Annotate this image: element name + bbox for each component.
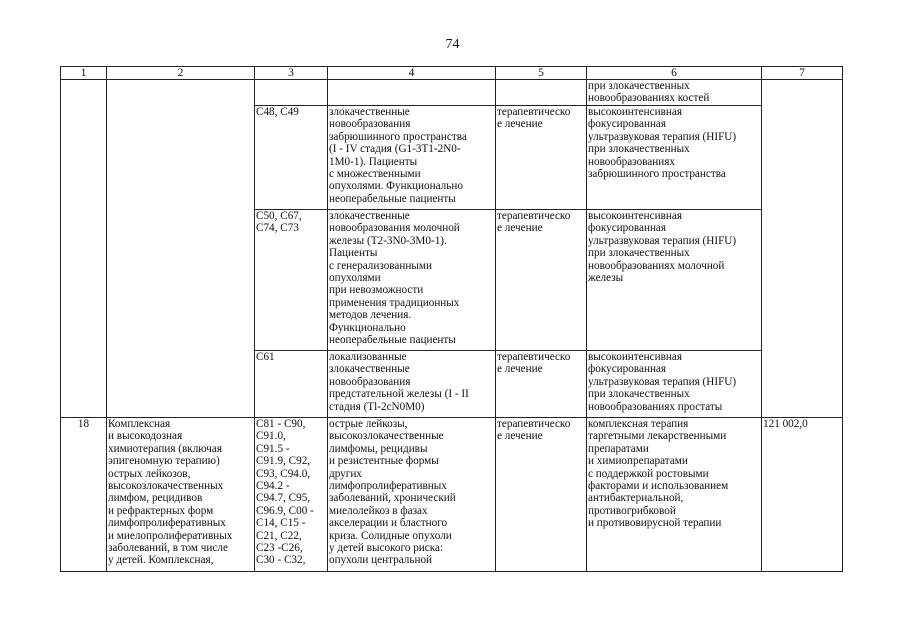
cell-method: высокоинтенсивная фокусированная ультразвуковая терапия (HIFU) при злокачественных новообразованиях забрюшинного пространства (587, 106, 762, 210)
cell-codes: C48, C49 (255, 106, 328, 210)
cell-codes: C50, C67, C74, C73 (255, 210, 328, 351)
cell-treatment: терапевтическо е лечение (496, 210, 587, 351)
header-col-3: 3 (255, 67, 328, 80)
cell-cost: 121 002,0 (762, 418, 843, 572)
header-col-7: 7 (762, 67, 843, 80)
header-col-1: 1 (61, 67, 107, 80)
cell-num (61, 80, 107, 418)
header-col-6: 6 (587, 67, 762, 80)
header-row (61, 67, 843, 80)
cell-model: острые лейкозы, высокозлокачественные лимфомы, рецидивы и резистентные формы других лимфопролиферативных заболеваний, хронический миелолейкоз в фазах акселерации и бластного криза. Солидные опухоли у детей высокого риска: опухоли центральной (328, 418, 496, 572)
cell-method: высокоинтенсивная фокусированная ультразвуковая терапия (HIFU) при злокачественных новообразованиях простаты (587, 351, 762, 418)
cell-model: злокачественные новообразования забрюшинного пространства (I - IV стадия (G1-3T1-2N0- 1M0-1). Пациенты с множественными опухолями. Функционально неоперабельные пациенты (328, 106, 496, 210)
cell-model: злокачественные новообразования молочной железы (T2-3N0-3M0-1). Пациенты с генерализованными опухолями при невозможности применения традиционных методов лечения. Функционально неоперабельные пациенты (328, 210, 496, 351)
cell-treatment: терапевтическо е лечение (496, 351, 587, 418)
cell-codes: C81 - C90, C91.0, C91.5 - C91.9, C92, C93, C94.0, C94.2 - C94.7, C95, C96.9, C00 - C14, C15 - C21, C22, C23 -C26, C30 - C32, (255, 418, 328, 572)
table-row (61, 80, 843, 106)
cell-treatment (496, 80, 587, 106)
cell-model: локализованные злокачественные новообразования предстательной железы (I - II стадия (Tl-2cN0M0) (328, 351, 496, 418)
cell-cost (762, 80, 843, 418)
cell-treatment: терапевтическо е лечение (496, 418, 587, 572)
page-number: 74 (445, 37, 460, 52)
cell-name: Комплексная и высокодозная химиотерапия (включая эпигеномную терапию) острых лейкозов, высокозлокачественных лимфом, рецидивов и рефрактерных форм лимфопролиферативных и миелопролиферативных заболеваний, в том числе у детей. Комплексная, (107, 418, 255, 572)
cell-method: комплексная терапия таргетными лекарственными препаратами и химиопрепаратами с поддержкой ростовыми факторами и использованием антибактериальной, противогрибковой и противовирусной терапии (587, 418, 762, 572)
table-row (61, 418, 843, 572)
cell-num: 18 (61, 418, 107, 572)
cell-treatment: терапевтическо е лечение (496, 106, 587, 210)
header-col-4: 4 (328, 67, 496, 80)
cell-name (107, 80, 255, 418)
cell-codes: C61 (255, 351, 328, 418)
header-col-2: 2 (107, 67, 255, 80)
medical-care-table (60, 66, 843, 572)
cell-method: высокоинтенсивная фокусированная ультразвуковая терапия (HIFU) при злокачественных новообразованиях молочной железы (587, 210, 762, 351)
cell-codes (255, 80, 328, 106)
cell-method: при злокачественных новообразованиях костей (587, 80, 762, 106)
header-col-5: 5 (496, 67, 587, 80)
cell-model (328, 80, 496, 106)
